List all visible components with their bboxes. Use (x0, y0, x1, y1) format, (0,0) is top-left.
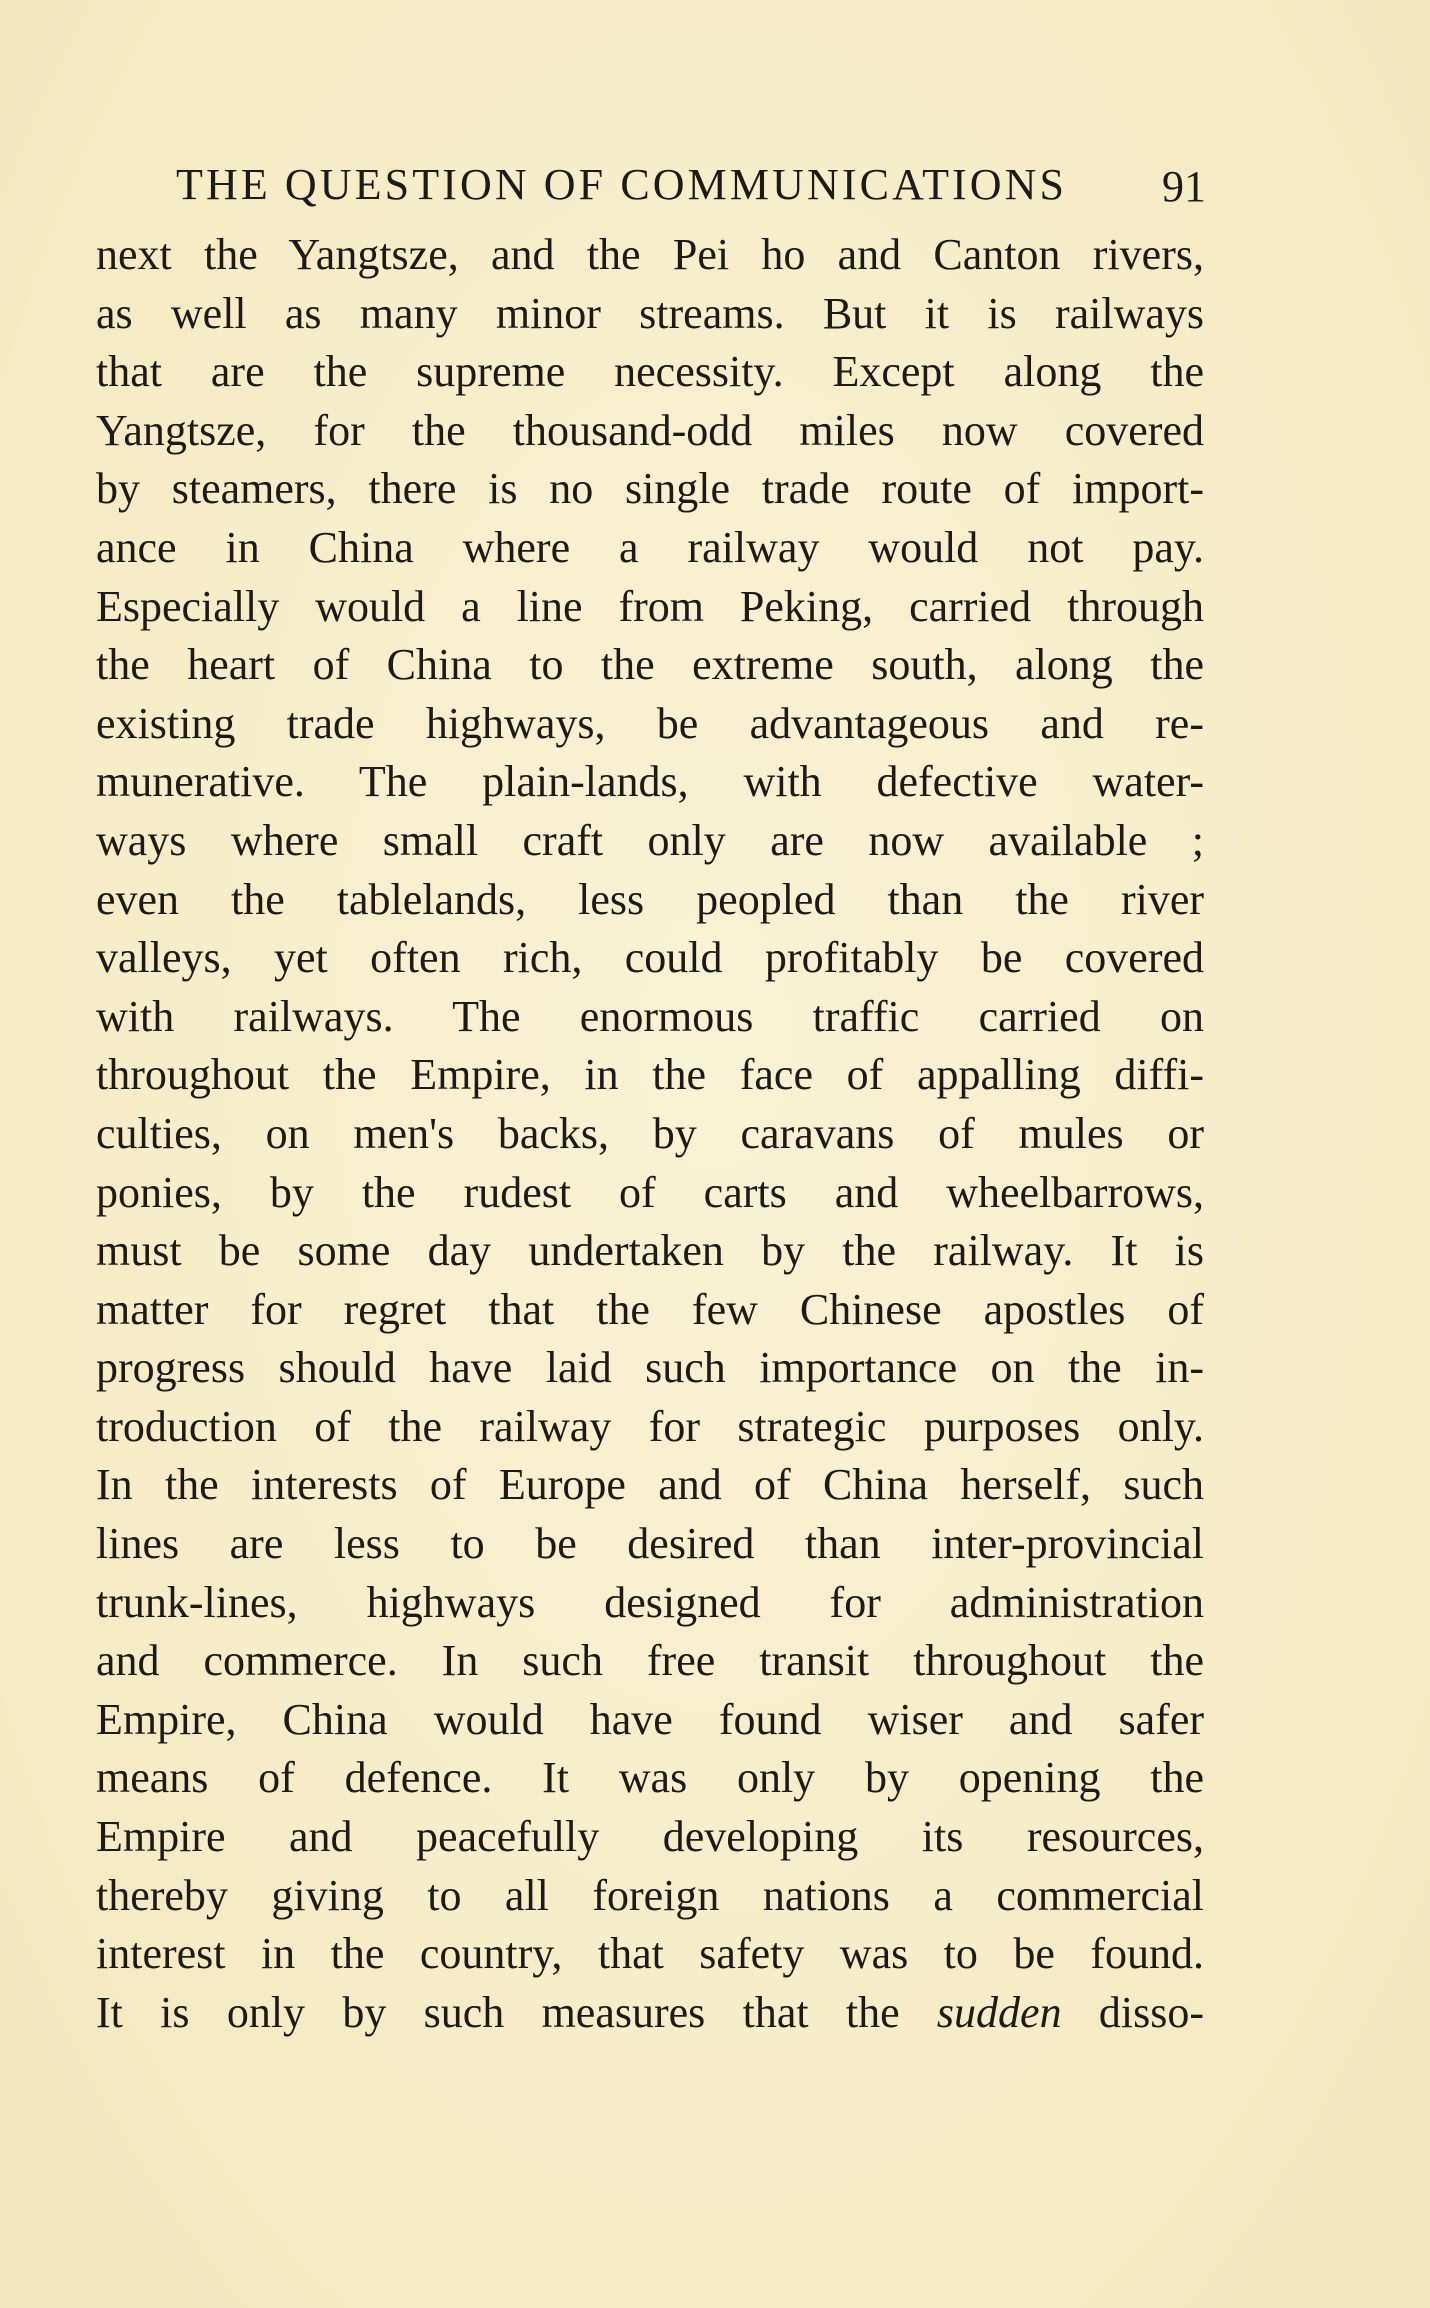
text-line: Empire, China would have found wiser and safer (96, 1694, 1204, 1744)
final-text-line (96, 1984, 1204, 2043)
text-line: as well as many minor streams. But it is railways (96, 288, 1204, 338)
text-line: the heart of China to the extreme south, along the (96, 640, 1204, 690)
text-line: that are the supreme necessity. Except along the (96, 347, 1204, 397)
page-number: 91 (1162, 162, 1206, 211)
text-line: must be some day undertaken by the railway. It is (96, 1226, 1204, 1276)
text-line: means of defence. It was only by opening the (96, 1753, 1204, 1803)
body-text (96, 226, 1204, 2042)
text-line: Yangtsze, for the thousand-odd miles now covered (96, 405, 1204, 455)
text-line: throughout the Empire, in the face of appalling diffi- (96, 1050, 1204, 1100)
text-line: Empire and peacefully developing its resources, (96, 1812, 1204, 1862)
text-line: interest in the country, that safety was to be found. (96, 1929, 1204, 1979)
text-line: ance in China where a railway would not pay. (96, 522, 1204, 572)
text-line: culties, on men's backs, by caravans of mules or (96, 1108, 1204, 1158)
text-line: munerative. The plain-lands, with defective water- (96, 757, 1204, 807)
text-line: ponies, by the rudest of carts and wheelbarrows, (96, 1167, 1204, 1217)
text-line: next the Yangtsze, and the Pei ho and Canton rivers, (96, 230, 1204, 279)
text-line: Especially would a line from Peking, carried through (96, 581, 1204, 631)
text-line: thereby giving to all foreign nations a commercial (96, 1870, 1204, 1920)
text-line: even the tablelands, less peopled than the river (96, 874, 1204, 924)
text-line: trunk-lines, highways designed for administration (96, 1577, 1204, 1627)
final-line-end: disso- (1061, 1987, 1204, 2037)
italic-word: sudden (936, 1987, 1062, 2037)
final-line-start: It is only by such measures that the (96, 1987, 937, 2037)
text-line: valleys, yet often rich, could profitably be covered (96, 933, 1204, 983)
text-line: lines are less to be desired than inter-provincial (96, 1519, 1204, 1569)
text-line: ways where small craft only are now available ; (96, 815, 1204, 865)
running-head (176, 150, 1206, 220)
text-line: matter for regret that the few Chinese apostles of (96, 1284, 1204, 1334)
text-line: and commerce. In such free transit throughout the (96, 1636, 1204, 1686)
text-line: existing trade highways, be advantageous and re- (96, 698, 1204, 748)
text-line: by steamers, there is no single trade route of import- (96, 464, 1204, 514)
text-line: In the interests of Europe and of China herself, such (96, 1460, 1204, 1510)
text-line: troduction of the railway for strategic purposes only. (96, 1401, 1204, 1451)
text-line: progress should have laid such importance on the in- (96, 1343, 1204, 1393)
running-title: THE QUESTION OF COMMUNICATIONS (176, 160, 1068, 209)
text-line: with railways. The enormous traffic carried on (96, 991, 1204, 1041)
